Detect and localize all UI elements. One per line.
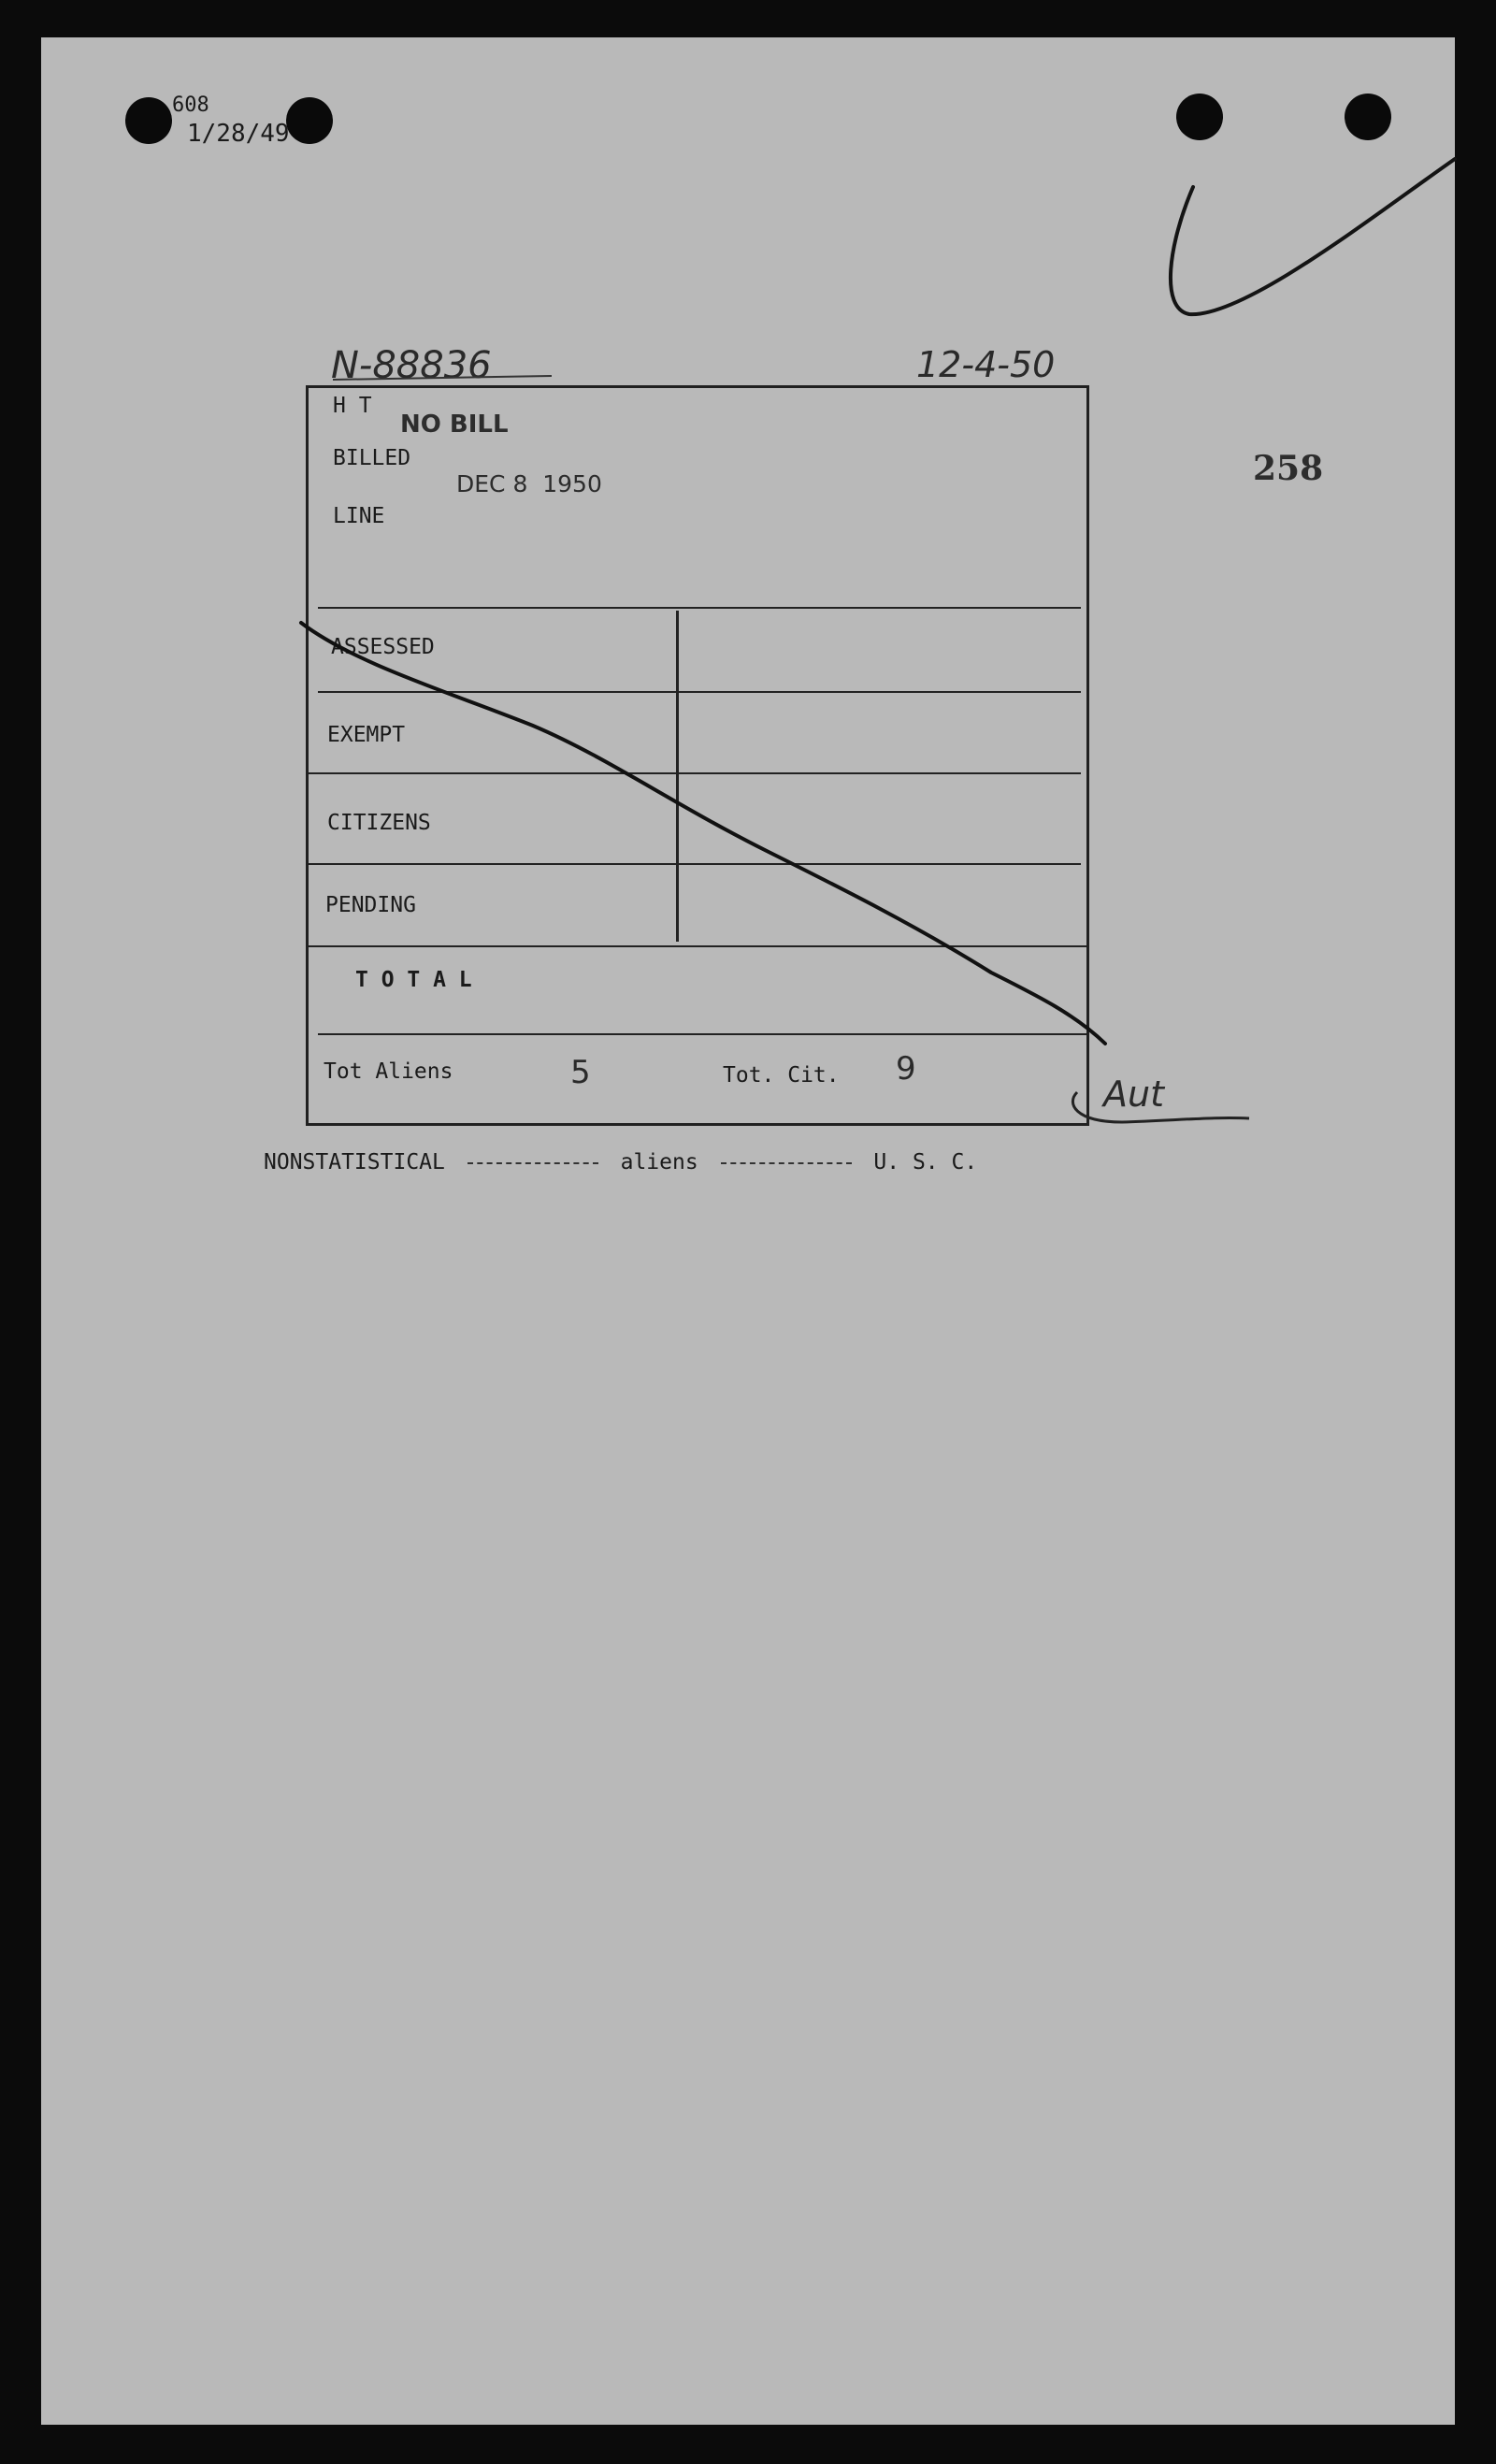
file-number-underline bbox=[333, 376, 552, 380]
row-exempt: EXEMPT bbox=[327, 723, 406, 747]
form-revision-date: 1/28/49 bbox=[187, 120, 290, 148]
usc-label: U. S. C. bbox=[873, 1150, 978, 1174]
tot-aliens-label: Tot Aliens bbox=[324, 1059, 453, 1084]
ht-label: H T bbox=[333, 394, 372, 418]
row-pending: PENDING bbox=[325, 893, 416, 917]
nonstatistical-label: NONSTATISTICAL bbox=[264, 1150, 445, 1174]
tot-aliens-value: 5 bbox=[570, 1054, 591, 1091]
billed-date-stamp: DEC 8 1950 bbox=[456, 470, 602, 497]
line-label: LINE bbox=[333, 504, 385, 528]
row-assessed: ASSESSED bbox=[331, 635, 435, 659]
cancel-stroke bbox=[301, 623, 1105, 1044]
billed-label: BILLED bbox=[333, 446, 411, 470]
initials-underline bbox=[1072, 1092, 1249, 1122]
aliens-label: aliens bbox=[620, 1150, 698, 1174]
initials: Aut bbox=[1103, 1073, 1164, 1115]
check-mark bbox=[1171, 159, 1455, 314]
tot-cit-value: 9 bbox=[896, 1050, 916, 1088]
row-citizens: CITIZENS bbox=[327, 811, 431, 835]
handwritten-date: 12-4-50 bbox=[916, 344, 1056, 385]
file-number: N-88836 bbox=[331, 344, 492, 387]
total-label: T O T A L bbox=[355, 968, 472, 992]
tot-cit-label: Tot. Cit. bbox=[723, 1063, 840, 1088]
form-code: 608 bbox=[172, 94, 209, 117]
no-bill-stamp: NO BILL bbox=[400, 411, 509, 439]
page-number: 258 bbox=[1253, 449, 1324, 488]
